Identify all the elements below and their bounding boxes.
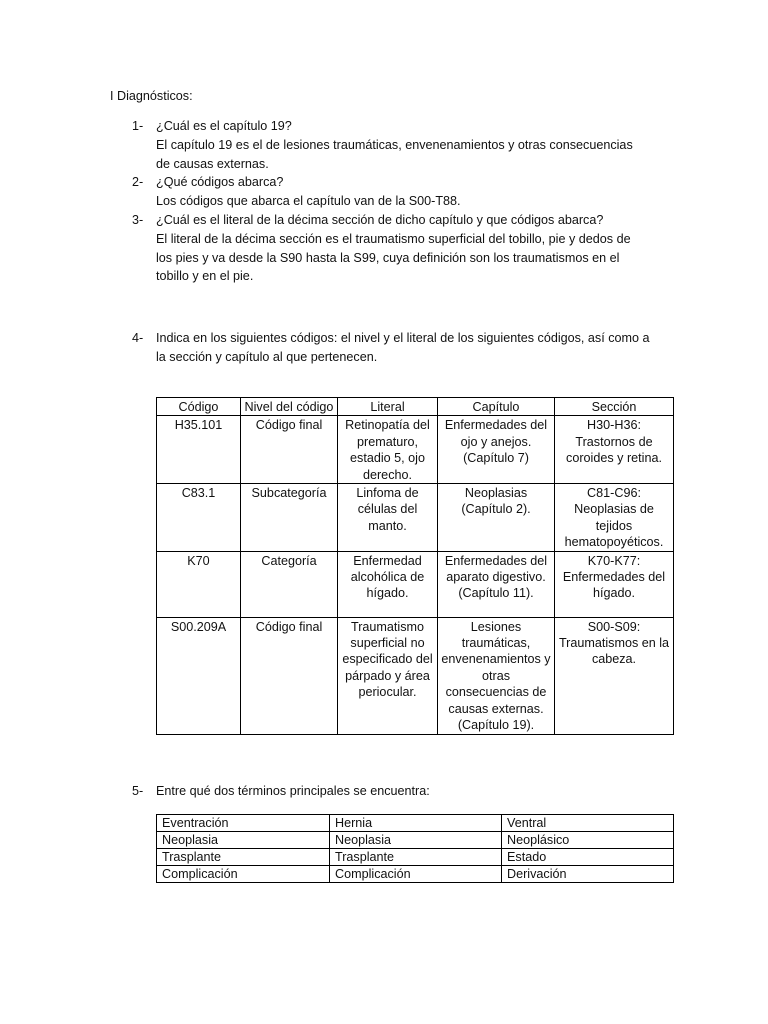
question-number: 2-	[132, 175, 144, 189]
header-cell: Literal	[338, 398, 438, 416]
table-cell: Enfermedad alcohólica de hígado.	[338, 551, 438, 617]
table-cell: Retinopatía del prematuro, estadio 5, ojo derecho.	[338, 416, 438, 484]
table-cell: Enfermedades del aparato digestivo. (Capítulo 11).	[438, 551, 555, 617]
table-row	[157, 815, 674, 832]
table-cell: K70-K77: Enfermedades del hígado.	[555, 551, 674, 617]
table-cell: Enfermedades del ojo y anejos. (Capítulo 7)	[438, 416, 555, 484]
header-cell: Sección	[555, 398, 674, 416]
header-cell: Capítulo	[438, 398, 555, 416]
table-cell: H35.101	[157, 416, 241, 484]
table-cell: C83.1	[157, 484, 241, 552]
table-cell: Eventración	[157, 815, 330, 832]
table-row	[157, 849, 674, 866]
question-text: Entre qué dos términos principales se encuentra:	[156, 784, 430, 798]
table-cell: Código final	[241, 617, 338, 734]
table-cell: C81-C96: Neoplasias de tejidos hematopoyéticos.	[555, 484, 674, 552]
table-cell: Ventral	[502, 815, 674, 832]
question-number: 1-	[132, 119, 144, 133]
table-cell: Trasplante	[330, 849, 502, 866]
table-cell: Derivación	[502, 866, 674, 883]
answer-line: Los códigos que abarca el capítulo van de la S00-T88.	[156, 193, 461, 208]
answer-line: El capítulo 19 es el de lesiones traumáticas, envenenamientos y otras consecuencias	[156, 137, 633, 152]
table-cell: Complicación	[157, 866, 330, 883]
answer-line: los pies y va desde la S90 hasta la S99, cuya definición son los traumatismos en el	[156, 250, 620, 265]
table-cell: Lesiones traumáticas, envenenamientos y otras consecuencias de causas externas. (Capítulo 19).	[438, 617, 555, 734]
question-text: ¿Cuál es el capítulo 19?	[156, 119, 292, 133]
table-cell: Neoplásico	[502, 832, 674, 849]
table-row	[157, 416, 674, 484]
question-number: 3-	[132, 213, 144, 227]
table-cell: Trasplante	[157, 849, 330, 866]
table-cell: Complicación	[330, 866, 502, 883]
table-row	[157, 832, 674, 849]
table-cell: H30-H36: Trastornos de coroides y retina.	[555, 416, 674, 484]
question-text: ¿Cuál es el literal de la décima sección de dicho capítulo y que códigos abarca?	[156, 213, 604, 227]
question-text: Indica en los siguientes códigos: el nivel y el literal de los siguientes códigos, así como a	[156, 331, 650, 345]
table-cell: Linfoma de células del manto.	[338, 484, 438, 552]
terms-table	[156, 814, 674, 883]
table-cell: Hernia	[330, 815, 502, 832]
question-number: 5-	[132, 784, 144, 798]
header-cell: Código	[157, 398, 241, 416]
answer-line: tobillo y en el pie.	[156, 269, 254, 284]
table-cell: Subcategoría	[241, 484, 338, 552]
table-cell: Código final	[241, 416, 338, 484]
table-cell: Neoplasia	[330, 832, 502, 849]
table-cell: Traumatismo superficial no especificado del párpado y área periocular.	[338, 617, 438, 734]
table-header-row	[157, 398, 674, 416]
table-cell: Categoría	[241, 551, 338, 617]
codes-table	[156, 397, 674, 735]
answer-line: El literal de la décima sección es el traumatismo superficial del tobillo, pie y dedos de	[156, 231, 631, 246]
table-cell: K70	[157, 551, 241, 617]
header-cell: Nivel del código	[241, 398, 338, 416]
section-heading: I Diagnósticos:	[110, 89, 193, 103]
table-cell: Neoplasias (Capítulo 2).	[438, 484, 555, 552]
answer-line: de causas externas.	[156, 156, 269, 171]
table-cell: S00.209A	[157, 617, 241, 734]
table-row	[157, 551, 674, 617]
answer-line: la sección y capítulo al que pertenecen.	[156, 349, 378, 364]
table-row	[157, 866, 674, 883]
question-text: ¿Qué códigos abarca?	[156, 175, 284, 189]
table-cell: S00-S09: Traumatismos en la cabeza.	[555, 617, 674, 734]
table-cell: Estado	[502, 849, 674, 866]
table-row	[157, 484, 674, 552]
table-row	[157, 617, 674, 734]
question-number: 4-	[132, 331, 144, 345]
table-cell: Neoplasia	[157, 832, 330, 849]
